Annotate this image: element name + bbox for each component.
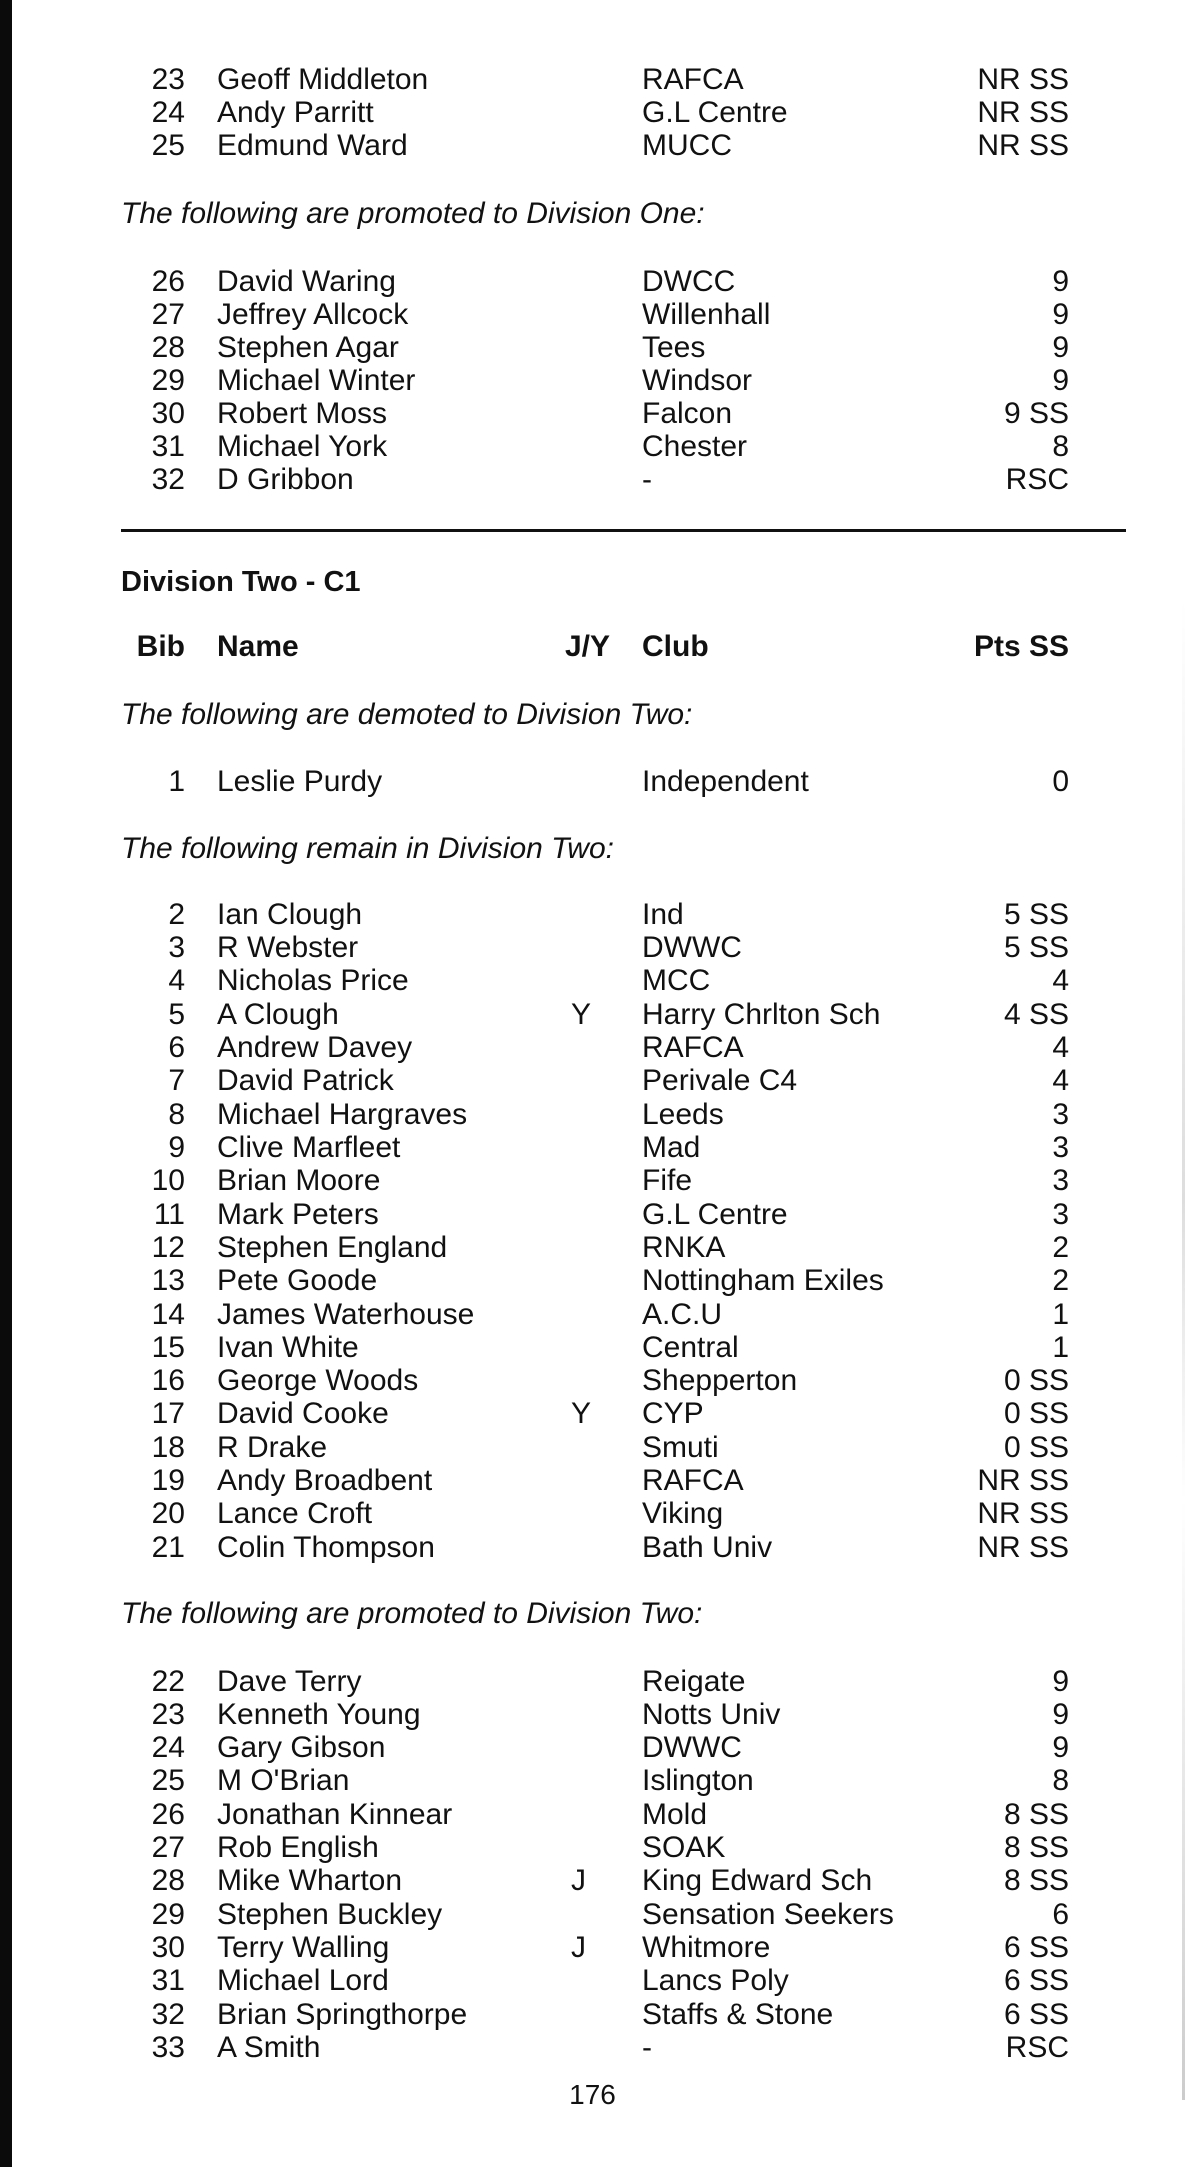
points: 8 [1052, 430, 1069, 463]
table-header [0, 630, 1185, 664]
bib-number: 27 [151, 298, 185, 331]
club-name: DWCC [642, 265, 736, 298]
result-row [0, 931, 1185, 965]
result-row [0, 129, 1185, 163]
competitor-name: Stephen England [217, 1231, 448, 1264]
bib-number: 17 [151, 1397, 185, 1430]
section-note: The following are promoted to Division One: [121, 197, 705, 230]
points: 3 [1052, 1198, 1069, 1231]
result-row [0, 1131, 1185, 1165]
competitor-name: Michael Winter [217, 364, 416, 397]
club-name: Ind [642, 898, 684, 931]
bib-number: 24 [151, 1731, 185, 1764]
result-row [0, 1798, 1185, 1832]
result-row [0, 1364, 1185, 1398]
competitor-name: Stephen Buckley [217, 1898, 443, 1931]
result-row [0, 397, 1185, 431]
bib-number: 5 [168, 998, 185, 1031]
result-row [0, 1864, 1185, 1898]
result-row [0, 964, 1185, 998]
points: 2 [1052, 1264, 1069, 1297]
result-row [0, 2031, 1185, 2065]
points: NR SS [977, 129, 1069, 162]
header-name: Name [217, 630, 299, 663]
bib-number: 26 [151, 1798, 185, 1831]
points: 4 [1052, 964, 1069, 997]
points: 9 [1052, 298, 1069, 331]
result-row [0, 1531, 1185, 1565]
club-name: Central [642, 1331, 739, 1364]
competitor-name: A Smith [217, 2031, 321, 2064]
club-name: Falcon [642, 397, 733, 430]
club-name: Viking [642, 1497, 724, 1530]
competitor-name: Edmund Ward [217, 129, 408, 162]
club-name: Windsor [642, 364, 753, 397]
bib-number: 10 [151, 1164, 185, 1197]
result-row [0, 1098, 1185, 1132]
points: 0 SS [1003, 1431, 1069, 1464]
competitor-name: Andy Parritt [217, 96, 374, 129]
club-name: SOAK [642, 1831, 726, 1864]
points: 3 [1052, 1131, 1069, 1164]
bib-number: 29 [151, 1898, 185, 1931]
club-name: MUCC [642, 129, 732, 162]
club-name: Mad [642, 1131, 701, 1164]
points: NR SS [977, 1497, 1069, 1530]
points: 4 [1052, 1064, 1069, 1097]
points: 8 [1052, 1764, 1069, 1797]
bib-number: 4 [168, 964, 185, 997]
club-name: Mold [642, 1798, 708, 1831]
junior-youth-flag: J [571, 1931, 586, 1964]
result-row [0, 1264, 1185, 1298]
bib-number: 20 [151, 1497, 185, 1530]
competitor-name: D Gribbon [217, 463, 354, 496]
bib-number: 28 [151, 1864, 185, 1897]
club-name: - [642, 2031, 652, 2064]
competitor-name: R Webster [217, 931, 359, 964]
bib-number: 28 [151, 331, 185, 364]
points: 8 SS [1003, 1798, 1069, 1831]
competitor-name: R Drake [217, 1431, 328, 1464]
competitor-name: David Waring [217, 265, 396, 298]
competitor-name: Jeffrey Allcock [217, 298, 409, 331]
bib-number: 23 [151, 63, 185, 96]
bib-number: 18 [151, 1431, 185, 1464]
result-row [0, 1931, 1185, 1965]
competitor-name: Robert Moss [217, 397, 388, 430]
result-row [0, 998, 1185, 1032]
club-name: Chester [642, 430, 748, 463]
points: 4 SS [1003, 998, 1069, 1031]
result-row [0, 1431, 1185, 1465]
points: 9 SS [1003, 397, 1069, 430]
competitor-name: Dave Terry [217, 1665, 362, 1698]
bib-number: 3 [168, 931, 185, 964]
result-row [0, 463, 1185, 497]
points: 9 [1052, 364, 1069, 397]
club-name: Fife [642, 1164, 693, 1197]
result-row [0, 1497, 1185, 1531]
club-name: Harry Chrlton Sch [642, 998, 881, 1031]
bib-number: 23 [151, 1698, 185, 1731]
result-row [0, 96, 1185, 130]
result-row [0, 1698, 1185, 1732]
competitor-name: Clive Marfleet [217, 1131, 401, 1164]
header-jy: J/Y [565, 630, 611, 663]
club-name: Staffs & Stone [642, 1998, 834, 2031]
points: NR SS [977, 1464, 1069, 1497]
bib-number: 9 [168, 1131, 185, 1164]
header-club: Club [642, 630, 709, 663]
bib-number: 33 [151, 2031, 185, 2064]
points: 9 [1052, 331, 1069, 364]
competitor-name: Jonathan Kinnear [217, 1798, 453, 1831]
competitor-name: David Cooke [217, 1397, 389, 1430]
club-name: Perivale C4 [642, 1064, 798, 1097]
points: 8 SS [1003, 1831, 1069, 1864]
header-bib: Bib [136, 630, 185, 663]
club-name: Islington [642, 1764, 754, 1797]
result-row [0, 265, 1185, 299]
points: 3 [1052, 1098, 1069, 1131]
points: 9 [1052, 1731, 1069, 1764]
bib-number: 31 [151, 1964, 185, 1997]
bib-number: 30 [151, 397, 185, 430]
result-row [0, 63, 1185, 97]
points: 1 [1052, 1298, 1069, 1331]
bib-number: 11 [153, 1198, 185, 1231]
club-name: RNKA [642, 1231, 726, 1264]
result-row [0, 331, 1185, 365]
result-row [0, 1665, 1185, 1699]
club-name: RAFCA [642, 63, 744, 96]
bib-number: 1 [168, 765, 185, 798]
bib-number: 32 [151, 1998, 185, 2031]
result-row [0, 364, 1185, 398]
points: 2 [1052, 1231, 1069, 1264]
points: NR SS [977, 63, 1069, 96]
points: NR SS [977, 1531, 1069, 1564]
bib-number: 31 [151, 430, 185, 463]
points: 8 SS [1003, 1864, 1069, 1897]
bib-number: 24 [151, 96, 185, 129]
result-row [0, 1397, 1185, 1431]
section-note: The following remain in Division Two: [121, 832, 614, 865]
section-note: The following are demoted to Division Two: [121, 698, 693, 731]
result-row [0, 1964, 1185, 1998]
result-row [0, 1231, 1185, 1265]
bib-number: 26 [151, 265, 185, 298]
bib-number: 25 [151, 1764, 185, 1797]
competitor-name: James Waterhouse [217, 1298, 475, 1331]
competitor-name: Andy Broadbent [217, 1464, 433, 1497]
points: 9 [1052, 1698, 1069, 1731]
club-name: DWWC [642, 1731, 742, 1764]
competitor-name: Michael Hargraves [217, 1098, 468, 1131]
bib-number: 6 [168, 1031, 185, 1064]
result-row [0, 1998, 1185, 2032]
competitor-name: Kenneth Young [217, 1698, 421, 1731]
points: 6 [1052, 1898, 1069, 1931]
result-row [0, 1764, 1185, 1798]
points: RSC [1005, 463, 1069, 496]
club-name: MCC [642, 964, 711, 997]
competitor-name: Andrew Davey [217, 1031, 413, 1064]
club-name: - [642, 463, 652, 496]
competitor-name: David Patrick [217, 1064, 394, 1097]
competitor-name: Mike Wharton [217, 1864, 403, 1897]
points: 6 SS [1003, 1998, 1069, 2031]
result-row [0, 1464, 1185, 1498]
section-divider [121, 529, 1126, 532]
result-row [0, 1731, 1185, 1765]
club-name: Bath Univ [642, 1531, 773, 1564]
competitor-name: George Woods [217, 1364, 419, 1397]
club-name: King Edward Sch [642, 1864, 873, 1897]
competitor-name: Ian Clough [217, 898, 363, 931]
points: 0 SS [1003, 1364, 1069, 1397]
result-row [0, 298, 1185, 332]
club-name: DWWC [642, 931, 742, 964]
bib-number: 8 [168, 1098, 185, 1131]
junior-youth-flag: Y [571, 1397, 592, 1430]
junior-youth-flag: Y [571, 998, 592, 1031]
club-name: Independent [642, 765, 809, 798]
points: 1 [1052, 1331, 1069, 1364]
club-name: Leeds [642, 1098, 724, 1131]
competitor-name: Stephen Agar [217, 331, 399, 364]
competitor-name: Ivan White [217, 1331, 359, 1364]
competitor-name: Terry Walling [217, 1931, 390, 1964]
competitor-name: Michael Lord [217, 1964, 389, 1997]
points: 6 SS [1003, 1964, 1069, 1997]
result-row [0, 898, 1185, 932]
club-name: Smuti [642, 1431, 719, 1464]
result-row [0, 1164, 1185, 1198]
bib-number: 7 [168, 1064, 185, 1097]
points: 3 [1052, 1164, 1069, 1197]
club-name: Shepperton [642, 1364, 798, 1397]
bib-number: 12 [151, 1231, 185, 1264]
header-pts: Pts SS [973, 630, 1069, 663]
competitor-name: M O'Brian [217, 1764, 350, 1797]
competitor-name: Brian Springthorpe [217, 1998, 468, 2031]
result-row [0, 1298, 1185, 1332]
result-row [0, 1898, 1185, 1932]
bib-number: 30 [151, 1931, 185, 1964]
points: NR SS [977, 96, 1069, 129]
points: 6 SS [1003, 1931, 1069, 1964]
bib-number: 16 [151, 1364, 185, 1397]
result-row [0, 430, 1185, 464]
club-name: Nottingham Exiles [642, 1264, 884, 1297]
points: 9 [1052, 265, 1069, 298]
club-name: Notts Univ [642, 1698, 781, 1731]
club-name: G.L Centre [642, 96, 788, 129]
competitor-name: A Clough [217, 998, 339, 1031]
bib-number: 19 [151, 1464, 185, 1497]
club-name: Lancs Poly [642, 1964, 789, 1997]
bib-number: 2 [168, 898, 185, 931]
bib-number: 22 [151, 1665, 185, 1698]
points: 4 [1052, 1031, 1069, 1064]
club-name: Willenhall [642, 298, 771, 331]
bib-number: 29 [151, 364, 185, 397]
bib-number: 25 [151, 129, 185, 162]
points: 9 [1052, 1665, 1069, 1698]
result-row [0, 1198, 1185, 1232]
competitor-name: Nicholas Price [217, 964, 409, 997]
club-name: A.C.U [642, 1298, 723, 1331]
junior-youth-flag: J [571, 1864, 586, 1897]
club-name: Reigate [642, 1665, 746, 1698]
competitor-name: Colin Thompson [217, 1531, 435, 1564]
competitor-name: Gary Gibson [217, 1731, 386, 1764]
club-name: G.L Centre [642, 1198, 788, 1231]
club-name: Tees [642, 331, 706, 364]
result-row [0, 765, 1185, 799]
bib-number: 14 [151, 1298, 185, 1331]
points: RSC [1005, 2031, 1069, 2064]
points: 5 SS [1003, 931, 1069, 964]
club-name: CYP [642, 1397, 704, 1430]
bib-number: 13 [151, 1264, 185, 1297]
competitor-name: Mark Peters [217, 1198, 379, 1231]
bib-number: 27 [151, 1831, 185, 1864]
result-row [0, 1064, 1185, 1098]
result-row [0, 1031, 1185, 1065]
page-number: 176 [569, 2079, 616, 2110]
club-name: RAFCA [642, 1031, 744, 1064]
competitor-name: Leslie Purdy [217, 765, 383, 798]
club-name: Sensation Seekers [642, 1898, 894, 1931]
club-name: RAFCA [642, 1464, 744, 1497]
competitor-name: Michael York [217, 430, 388, 463]
result-row [0, 1331, 1185, 1365]
section-note: The following are promoted to Division Two: [121, 1597, 703, 1630]
competitor-name: Brian Moore [217, 1164, 381, 1197]
points: 0 [1052, 765, 1069, 798]
bib-number: 15 [151, 1331, 185, 1364]
points: 0 SS [1003, 1397, 1069, 1430]
bib-number: 32 [151, 463, 185, 496]
competitor-name: Rob English [217, 1831, 379, 1864]
competitor-name: Geoff Middleton [217, 63, 429, 96]
points: 5 SS [1003, 898, 1069, 931]
division-title: Division Two - C1 [121, 566, 361, 598]
competitor-name: Lance Croft [217, 1497, 373, 1530]
club-name: Whitmore [642, 1931, 771, 1964]
competitor-name: Pete Goode [217, 1264, 378, 1297]
result-row [0, 1831, 1185, 1865]
bib-number: 21 [151, 1531, 185, 1564]
